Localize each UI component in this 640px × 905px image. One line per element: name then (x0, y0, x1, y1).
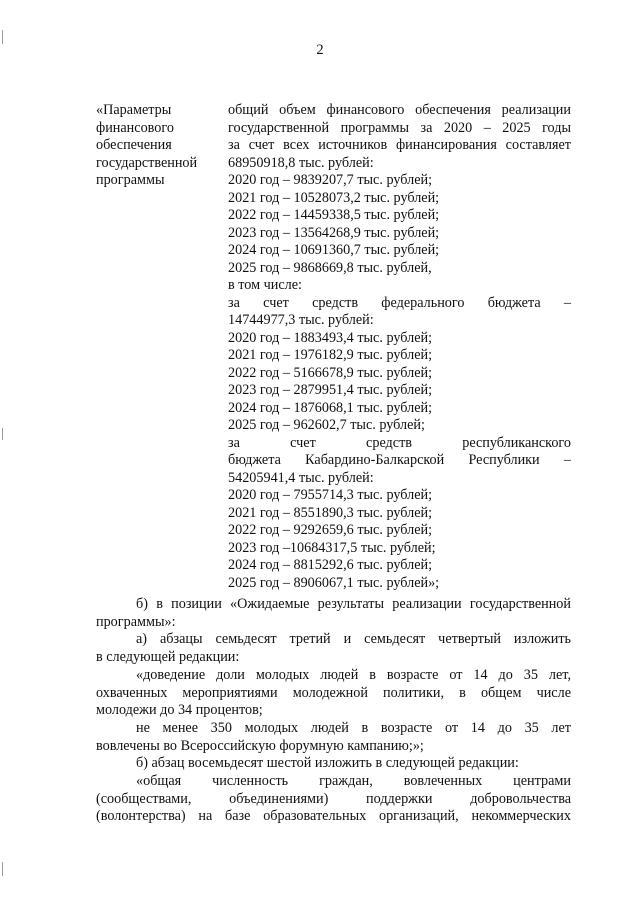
total-year-line: 2025 год – 9868669,8 тыс. рублей, (228, 259, 432, 276)
label-line: «Параметры (96, 102, 172, 118)
paragraph-line: б) абзац восемьдесят шестой изложить в следующей редакции: (136, 755, 519, 772)
total-year-line: 2020 год – 9839207,7 тыс. рублей; (228, 172, 433, 188)
paragraph-line: в следующей редакции: (96, 649, 240, 666)
total-line: государственной программы за 2020 – 2025 годы (228, 119, 571, 136)
paragraph-line: а) абзацы семьдесят третий и семьдесят четвертый изложить (136, 631, 571, 648)
total-year-line: 2022 год – 14459338,5 тыс. рублей; (228, 207, 440, 223)
republic-year-line: 2024 год – 8815292,6 тыс. рублей; (228, 557, 433, 573)
quote-line: не менее 350 молодых людей в возрасте от 14 до 35 лет (136, 719, 571, 736)
label-line: программы (96, 172, 165, 188)
quote-line: молодежи до 34 процентов; (96, 702, 263, 719)
quote-line: вовлечены во Всероссийскую форумную кампанию;»; (96, 737, 424, 754)
label-line: финансового (96, 119, 174, 136)
quote-line: охваченных мероприятиями молодежной политики, в общем числе (96, 684, 571, 701)
federal-year-line: 2020 год – 1883493,4 тыс. рублей; (228, 329, 433, 346)
total-line: 68950918,8 тыс. рублей: (228, 154, 374, 171)
parameters-label (96, 102, 216, 190)
label-line: обеспечения (96, 137, 172, 153)
margin-mark-top (2, 30, 3, 44)
federal-year-line: 2021 год – 1976182,9 тыс. рублей; (228, 347, 433, 363)
republic-year-line: 2020 год – 7955714,3 тыс. рублей; (228, 487, 433, 503)
federal-year-line: 2024 год – 1876068,1 тыс. рублей; (228, 399, 433, 416)
total-year-line: 2024 год – 10691360,7 тыс. рублей; (228, 242, 440, 258)
federal-line: 14744977,3 тыс. рублей: (228, 312, 374, 328)
margin-mark-bottom (2, 862, 3, 876)
quote-line: (волонтерства) на базе образовательных организаций, некоммерческих (96, 808, 571, 825)
quote-line: (сообществами, объединениями) поддержки добровольчества (96, 790, 571, 807)
paragraph-line: программы»: (96, 613, 176, 630)
financing-details (228, 102, 571, 592)
federal-year-line: 2022 год – 5166678,9 тыс. рублей; (228, 364, 433, 381)
republic-year-line: 2022 год – 9292659,6 тыс. рублей; (228, 522, 433, 538)
margin-mark-middle (2, 428, 3, 440)
page-number: 2 (316, 42, 324, 58)
total-year-line: 2021 год – 10528073,2 тыс. рублей; (228, 189, 440, 206)
label-line: государственной (96, 154, 198, 171)
in-that-number: в том числе: (228, 277, 302, 293)
amendments-text (96, 596, 571, 826)
federal-line: за счет средств федерального бюджета – (228, 294, 571, 311)
quote-line: «доведение доли молодых людей в возрасте от 14 до 35 лет, (136, 666, 571, 683)
republic-year-line: 2023 год –10684317,5 тыс. рублей; (228, 539, 436, 556)
total-year-line: 2023 год – 13564268,9 тыс. рублей; (228, 224, 440, 241)
paragraph-line: б) в позиции «Ожидаемые результаты реализации государственной (136, 596, 571, 612)
total-line: за счет всех источников финансирования составляет (228, 137, 571, 153)
federal-year-line: 2023 год – 2879951,4 тыс. рублей; (228, 382, 433, 398)
republic-line: за счет средств республиканского (228, 434, 571, 451)
republic-year-line: 2021 год – 8551890,3 тыс. рублей; (228, 504, 433, 521)
republic-line: 54205941,4 тыс. рублей: (228, 469, 374, 486)
quote-line: «общая численность граждан, вовлеченных центрами (136, 773, 571, 790)
total-line: общий объем финансового обеспечения реализации (228, 102, 571, 118)
republic-line: бюджета Кабардино-Балкарской Республики – (228, 452, 571, 468)
federal-year-line: 2025 год – 962602,7 тыс. рублей; (228, 417, 425, 433)
republic-year-line: 2025 год – 8906067,1 тыс. рублей»; (228, 574, 440, 591)
